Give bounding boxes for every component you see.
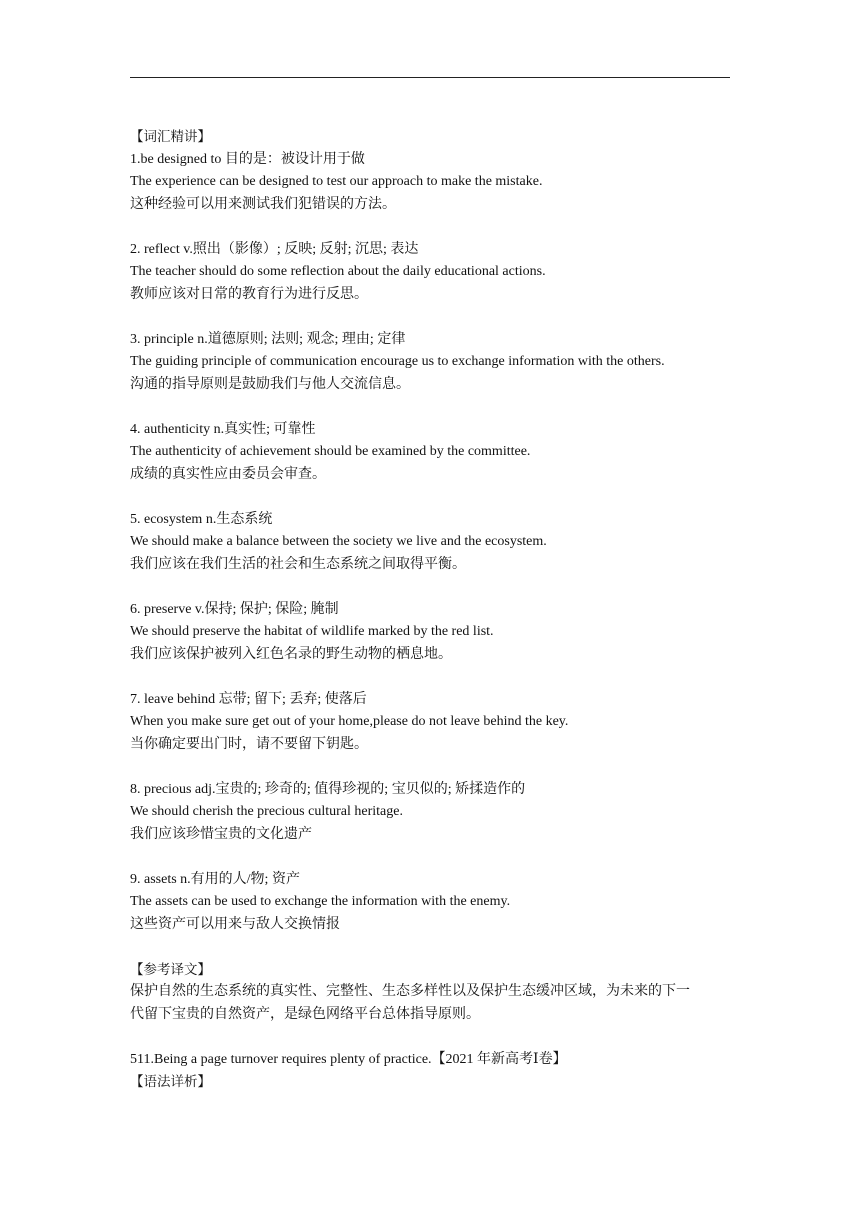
spacer bbox=[130, 486, 735, 509]
vocab-entry bbox=[130, 509, 735, 577]
vocab-example-en: We should cherish the precious cultural heritage. bbox=[130, 804, 403, 819]
vocab-entry bbox=[130, 419, 735, 487]
vocab-term: 7. leave behind 忘带; 留下; 丢弃; 使落后 bbox=[130, 691, 367, 707]
spacer bbox=[130, 216, 735, 239]
vocab-term: 8. precious adj.宝贵的; 珍奇的; 值得珍视的; 宝贝似的; 矫揉造作的 bbox=[130, 781, 526, 797]
spacer bbox=[130, 396, 735, 419]
vocab-example-en: When you make sure get out of your home,please do not leave behind the key. bbox=[130, 714, 569, 729]
vocab-term: 1.be designed to 目的是：被设计用于做 bbox=[130, 151, 365, 167]
vocab-term: 5. ecosystem n.生态系统 bbox=[130, 511, 273, 527]
document-body bbox=[130, 126, 735, 1094]
vocab-example-zh: 我们应该珍惜宝贵的文化遗产 bbox=[130, 826, 312, 842]
vocab-example-en: The authenticity of achievement should be examined by the committee. bbox=[130, 444, 531, 459]
vocab-example-zh: 我们应该保护被列入红色名录的野生动物的栖息地。 bbox=[130, 646, 452, 662]
spacer bbox=[130, 666, 735, 689]
vocab-entry bbox=[130, 149, 735, 217]
vocab-example-zh: 这些资产可以用来与敌人交换情报 bbox=[130, 916, 340, 932]
vocab-example-zh: 当你确定要出门时，请不要留下钥匙。 bbox=[130, 736, 368, 752]
vocab-example-en: The guiding principle of communication encourage us to exchange information with the others. bbox=[130, 354, 665, 369]
vocab-example-en: The assets can be used to exchange the information with the enemy. bbox=[130, 894, 511, 909]
grammar-section-heading: 【语法详析】 bbox=[130, 1074, 211, 1090]
vocab-entry bbox=[130, 329, 735, 397]
vocab-term: 3. principle n.道德原则; 法则; 观念; 理由; 定律 bbox=[130, 331, 406, 347]
vocab-entry bbox=[130, 239, 735, 307]
spacer bbox=[130, 846, 735, 869]
vocab-term: 2. reflect v.照出（影像）; 反映; 反射; 沉思; 表达 bbox=[130, 241, 419, 257]
vocab-example-zh: 我们应该在我们生活的社会和生态系统之间取得平衡。 bbox=[130, 556, 466, 572]
vocab-example-zh: 这种经验可以用来测试我们犯错误的方法。 bbox=[130, 196, 396, 212]
translation-text-line: 保护自然的生态系统的真实性、完整性、生态多样性以及保护生态缓冲区域，为未来的下一 bbox=[130, 984, 690, 999]
vocab-example-en: The experience can be designed to test our approach to make the mistake. bbox=[130, 174, 543, 189]
spacer bbox=[130, 936, 735, 959]
vocab-entry bbox=[130, 779, 735, 847]
vocab-term: 6. preserve v.保持; 保护; 保险; 腌制 bbox=[130, 601, 339, 617]
vocab-section-heading: 【词汇精讲】 bbox=[130, 129, 211, 145]
translation-section-heading: 【参考译文】 bbox=[130, 961, 211, 978]
vocab-example-zh: 成绩的真实性应由委员会审查。 bbox=[130, 466, 326, 482]
vocab-example-zh: 沟通的指导原则是鼓励我们与他人交流信息。 bbox=[130, 376, 410, 392]
vocab-example-en: The teacher should do some reflection about the daily educational actions. bbox=[130, 264, 546, 279]
vocab-term: 4. authenticity n.真实性; 可靠性 bbox=[130, 421, 316, 437]
vocab-example-en: We should make a balance between the society we live and the ecosystem. bbox=[130, 534, 547, 549]
vocab-entry bbox=[130, 599, 735, 667]
vocab-term: 9. assets n.有用的人/物; 资产 bbox=[130, 871, 300, 887]
spacer bbox=[130, 576, 735, 599]
header-rule bbox=[130, 77, 730, 78]
translation-text-line: 代留下宝贵的自然资产，是绿色网络平台总体指导原则。 bbox=[130, 1006, 480, 1022]
vocab-entry bbox=[130, 869, 735, 937]
spacer bbox=[130, 306, 735, 329]
spacer bbox=[130, 1026, 735, 1049]
vocab-example-zh: 教师应该对日常的教育行为进行反思。 bbox=[130, 286, 368, 302]
vocab-example-en: We should preserve the habitat of wildlife marked by the red list. bbox=[130, 624, 494, 639]
example-sentence: 511.Being a page turnover requires plenty of practice.【2021 年新高考Ⅰ卷】 bbox=[130, 1051, 567, 1067]
vocab-entry bbox=[130, 689, 735, 757]
spacer bbox=[130, 756, 735, 779]
